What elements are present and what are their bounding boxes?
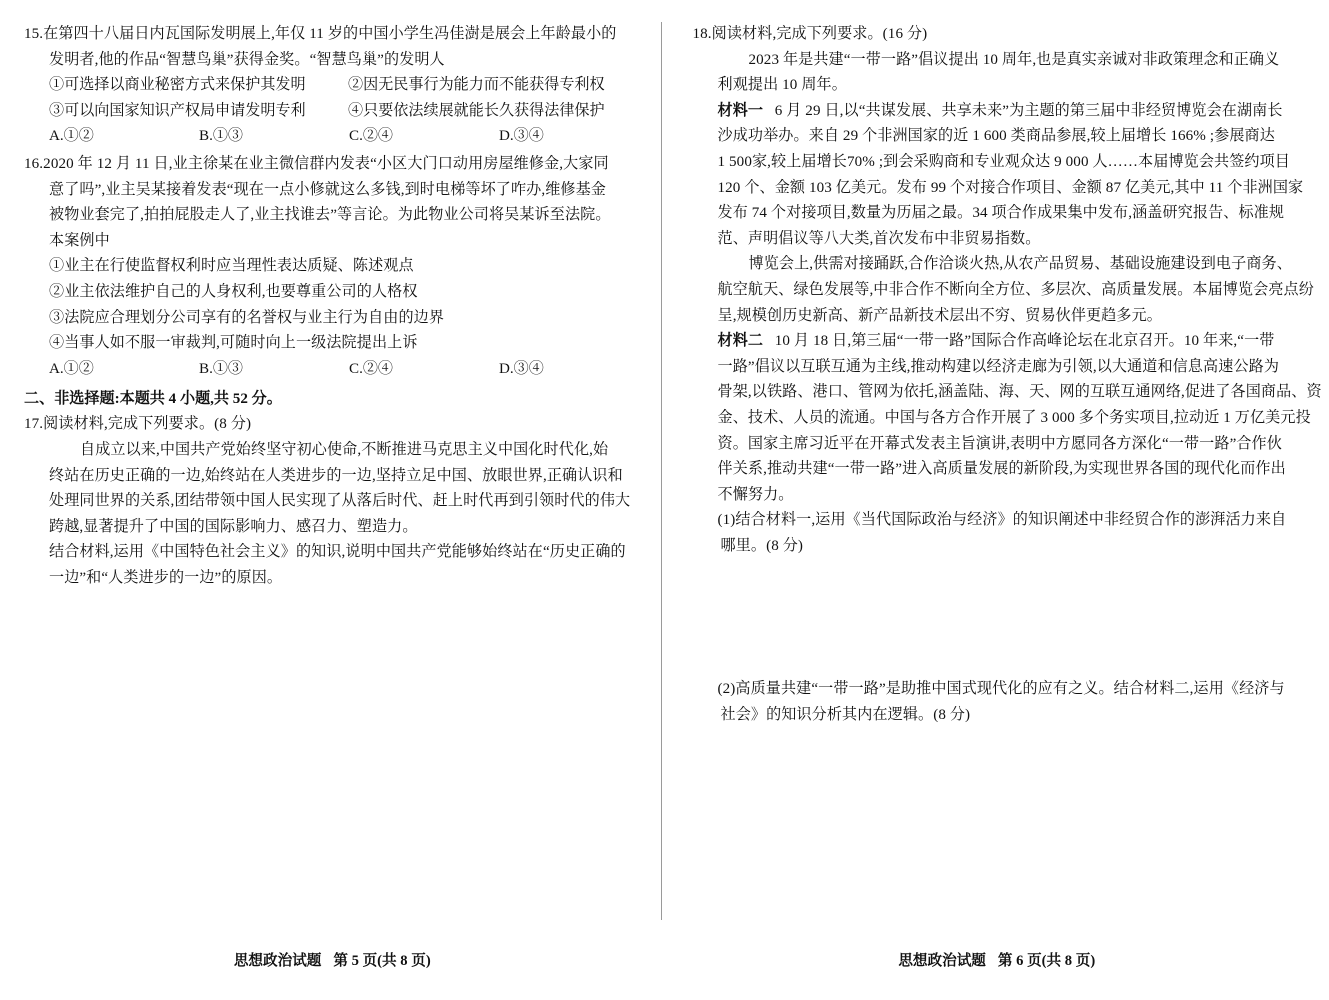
question-15-number: 15.	[24, 26, 44, 42]
question-15-stem-line-2: 发明者,他的作品“智慧鸟巢”获得金奖。“智慧鸟巢”的发明人	[49, 51, 445, 68]
material-one-line-5: 发布 74 个对接项目,数量为历届之最。34 项合作成果集中发布,涵盖研究报告、标准规	[717, 205, 1285, 222]
question-17-material-line-2: 终站在历史正确的一边,始终站在人类进步的一边,坚持立足中国、放眼世界,正确认识和	[49, 467, 623, 484]
material-one-line-2: 沙成功举办。来自 29 个非洲国家的近 1 600 类商品参展,较上届增长 166% ;参展商达	[717, 128, 1275, 145]
question-16-stem-line-2: 意了吗”,业主吴某接着发表“现在一点小修就这么多钱,到时电梯等坏了咋办,维修基金	[49, 181, 607, 198]
question-17-material-line-3: 处理同世界的关系,团结带领中国人民实现了从落后时代、赶上时代再到引领时代的伟大	[49, 493, 631, 510]
sub-question-2-text-1: 高质量共建“一带一路”是助推中国式现代化的应有之义。结合材料二,运用《经济与	[735, 681, 1285, 698]
question-17-task-line-1: 结合材料,运用《中国特色社会主义》的知识,说明中国共产党能够始终站在“历史正确的	[49, 544, 626, 561]
material-one-paragraph2-line-3: 呈,规模创历史新高、新产品新技术层出不穷、贸易伙伴更趋多元。	[717, 307, 1162, 324]
question-16-option-d[interactable]: D.③④	[499, 360, 544, 377]
material-two-line-7: 不懈努力。	[717, 486, 794, 503]
question-16-option-b[interactable]: B.①③	[199, 360, 244, 377]
left-footer-page-number: 第 5 页(共 8 页)	[333, 953, 431, 969]
material-two-line-5: 资。国家主席习近平在开幕式发表主旨演讲,表明中方愿同各方深化“一带一路”合作伙	[717, 435, 1282, 452]
sub-question-1-text-1: 结合材料一,运用《当代国际政治与经济》的知识阐述中非经贸合作的澎湃活力来自	[735, 512, 1287, 529]
question-17-material-line-4: 跨越,显著提升了中国的国际影响力、感召力、塑造力。	[49, 518, 418, 535]
question-16-options	[24, 357, 637, 383]
question-15-statement-4: ④只要依法续展就能长久获得法律保护	[348, 102, 605, 119]
sub-question-1-line-1	[693, 508, 1306, 534]
material-one-line-1: 6 月 29 日,以“共谋发展、共享未来”为主题的第三届中非经贸博览会在湖南长	[774, 102, 1283, 119]
question-15-option-d[interactable]: D.③④	[499, 128, 544, 145]
question-16-stem-line-1	[24, 152, 637, 178]
question-16-statement-4: ④当事人如不服一审裁判,可随时向上一级法院提出上诉	[49, 335, 418, 352]
question-15-statement-3: ③可以向国家知识产权局申请发明专利	[49, 102, 306, 119]
question-15-stem-line-1	[24, 22, 637, 48]
sub-question-2-line-2: 社会》的知识分析其内在逻辑。(8 分)	[720, 707, 971, 724]
answer-space-1	[693, 559, 1306, 677]
material-two-line-1: 10 月 18 日,第三届“一带一路”国际合作高峰论坛在北京召开。10 年来,“一带	[774, 333, 1275, 350]
left-footer-title: 思想政治试题	[233, 953, 322, 969]
question-16-statement-2: ②业主依法维护自己的人身权利,也要尊重公司的人格权	[49, 283, 418, 300]
question-16	[24, 152, 637, 382]
section-two-label: 二、非选择题:	[24, 391, 120, 408]
question-15-options	[24, 124, 637, 150]
material-two-line-6: 伴关系,推动共建“一带一路”进入高质量发展的新阶段,为实现世界各国的现代化而作出	[717, 461, 1286, 478]
column-divider	[661, 22, 662, 920]
question-17-task-line-2: 一边”和“人类进步的一边”的原因。	[49, 569, 283, 586]
question-18-number: 18.	[692, 26, 712, 42]
question-16-stem-line-3: 被物业套完了,拍拍屁股走人了,业主找谁去”等言论。为此物业公司将吴某诉至法院。	[49, 207, 611, 224]
question-17-number: 17.	[24, 416, 44, 433]
question-17-material-line-1: 自成立以来,中国共产党始终坚守初心使命,不断推进马克思主义中国化时代化,始	[80, 441, 609, 458]
right-page-footer	[665, 949, 1329, 970]
question-15-option-a[interactable]: A.①②	[49, 128, 94, 145]
material-one-line-4: 120 个、金额 103 亿美元。发布 99 个对接合作项目、金额 87 亿美元,其中 11 个非洲国家	[717, 179, 1304, 196]
question-15	[24, 22, 637, 150]
question-15-statement-row-1	[24, 73, 637, 99]
question-15-option-b[interactable]: B.①③	[199, 128, 244, 145]
material-one-line-6: 范、声明倡议等八大类,首次发布中非贸易指数。	[717, 230, 1041, 247]
question-15-stem-text-1: 在第四十八届日内瓦国际发明展上,年仅 11 岁的中国小学生冯佳澍是展会上年龄最小的	[43, 26, 617, 42]
material-one-first-line	[693, 99, 1306, 125]
question-18	[692, 22, 1322, 729]
material-two-label: 材料二	[717, 333, 764, 350]
sub-question-1-label: (1)	[717, 512, 736, 529]
material-one-paragraph2-line-1: 博览会上,供需对接踊跃,合作洽谈火热,从农产品贸易、基础设施建设到电子商务、	[748, 256, 1292, 273]
sub-question-2-label: (2)	[717, 681, 736, 698]
question-16-stem-text-1: 2020 年 12 月 11 日,业主徐某在业主微信群内发表“小区大门口动用房屋维修金,大家同	[43, 155, 609, 172]
question-16-stem-line-4: 本案例中	[49, 232, 110, 249]
question-16-option-c[interactable]: C.②④	[349, 360, 394, 377]
material-one-label: 材料一	[717, 102, 764, 119]
question-15-statement-row-2	[24, 99, 637, 125]
section-two-detail: 本题共 4 小题,共 52 分。	[119, 391, 282, 408]
question-18-intro-line-2: 利观提出 10 周年。	[717, 77, 847, 94]
section-two-heading	[24, 386, 637, 412]
right-footer-page-number: 第 6 页(共 8 页)	[997, 953, 1096, 969]
material-two-first-line	[693, 329, 1306, 355]
material-two-line-2: 一路”倡议以互联互通为主线,推动构建以经济走廊为引领,以大通道和信息高速公路为	[717, 358, 1280, 375]
question-18-intro-line-1: 2023 年是共建“一带一路”倡议提出 10 周年,也是真实亲诚对非政策理念和正确义	[748, 51, 1280, 68]
question-16-option-a[interactable]: A.①②	[49, 360, 94, 377]
question-17-prompt-text: 阅读材料,完成下列要求。(8 分)	[43, 416, 252, 433]
question-17	[24, 412, 637, 591]
question-17-prompt	[24, 412, 637, 438]
question-18-prompt-text: 阅读材料,完成下列要求。(16 分)	[711, 26, 928, 42]
question-15-statement-1: ①可选择以商业秘密方式来保护其发明	[49, 77, 306, 94]
left-page-footer	[0, 949, 665, 970]
material-one-paragraph2-line-2: 航空航天、绿色发展等,中非合作不断向全方位、多层次、高质量发展。本届博览会亮点纷	[717, 281, 1314, 298]
question-15-statement-2: ②因无民事行为能力而不能获得专利权	[348, 77, 605, 94]
right-footer-title: 思想政治试题	[898, 953, 986, 969]
material-one-line-3: 1 500家,较上届增长70% ;到会采购商和专业观众达 9 000 人……本届博览会共签约项目	[717, 153, 1290, 170]
sub-question-2-line-1	[693, 677, 1306, 703]
material-two-line-4: 金、技术、人员的流通。中国与各方合作开展了 3 000 多个务实项目,拉动近 1 万亿美元投	[717, 409, 1311, 426]
material-two-line-3: 骨架,以铁路、港口、管网为依托,涵盖陆、海、天、网的互联互通网络,促进了各国商品、资	[717, 384, 1322, 401]
question-18-prompt	[693, 22, 1306, 48]
sub-question-1-line-2: 哪里。(8 分)	[720, 537, 804, 554]
right-column	[665, 0, 1329, 1000]
question-16-statement-1: ①业主在行使监督权利时应当理性表达质疑、陈述观点	[49, 258, 414, 275]
question-16-statement-3: ③法院应合理划分公司享有的名誉权与业主行为自由的边界	[49, 309, 445, 326]
question-16-number: 16.	[24, 155, 44, 172]
question-15-option-c[interactable]: C.②④	[349, 128, 394, 145]
